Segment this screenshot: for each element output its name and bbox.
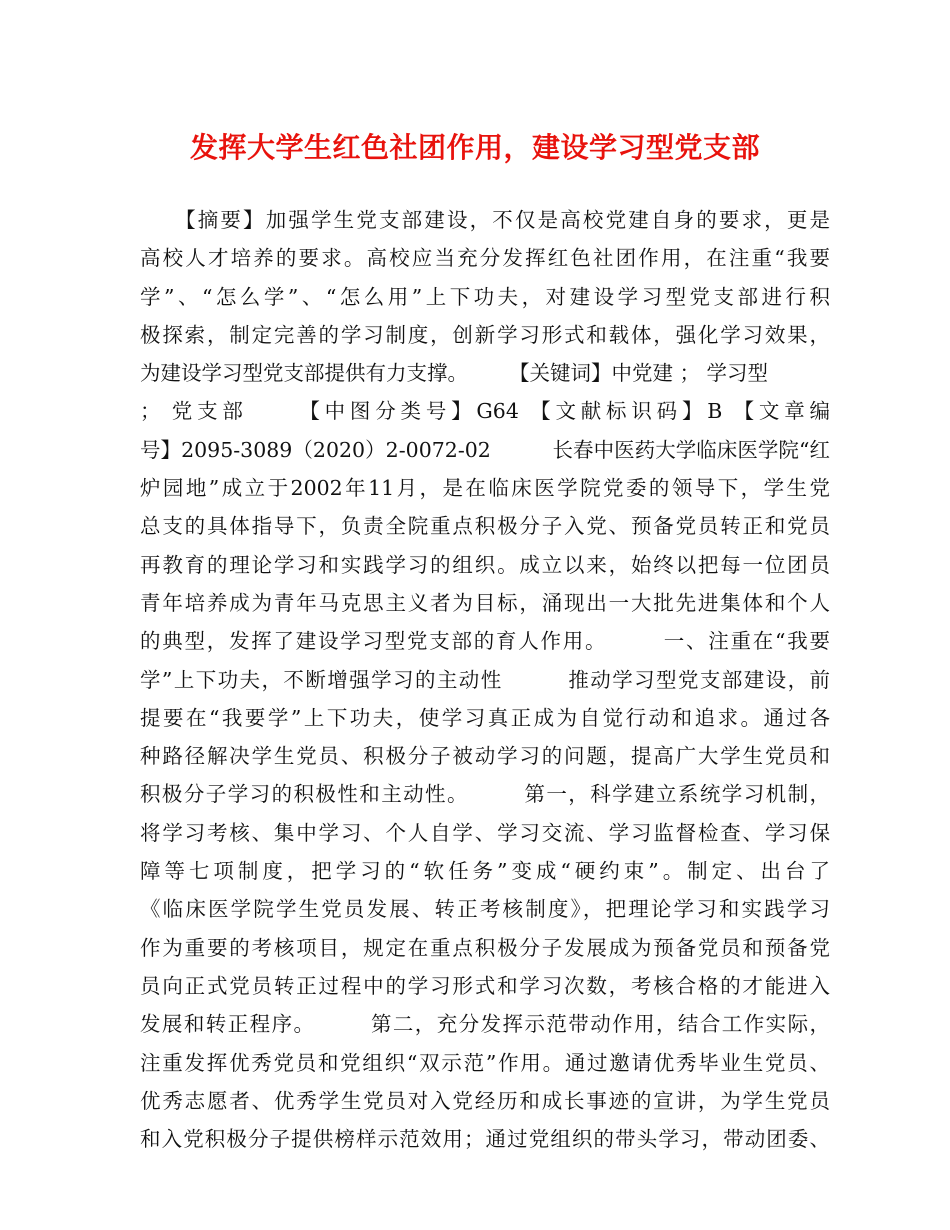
body-line: 极探索，制定完善的学习制度，创新学习形式和载体，强化学习效果，	[140, 322, 830, 347]
body-line: 和入党积极分子提供榜样示范效用；通过党组织的带头学习，带动团委、	[140, 1127, 830, 1152]
body-line: 种路径解决学生党员、积极分子被动学习的问题，提高广大学生党员和	[140, 744, 830, 769]
body-line: 《临床医学院学生党员发展、转正考核制度》，把理论学习和实践学习	[140, 897, 830, 922]
body-line: 号】2095-3089（2020）2-0072-02 长春中医药大学临床医学院“红	[140, 437, 830, 462]
body-line: 再教育的理论学习和实践学习的组织。成立以来，始终以把每一位团员	[140, 552, 830, 577]
body-line: 为建设学习型党支部提供有力支撑。 【关键词】中党建 ； 学习型	[140, 361, 769, 386]
body-line: 的典型，发挥了建设学习型党支部的育人作用。 一、注重在“我要	[140, 629, 830, 654]
body-line: 障等七项制度，把学习的“软任务”变成“硬约束”。制定、出台了	[140, 859, 830, 884]
body-line: 高校人才培养的要求。高校应当充分发挥红色社团作用，在注重“我要	[140, 246, 830, 271]
document-title: 发挥大学生红色社团作用，建设学习型党支部	[189, 131, 760, 164]
body-line: 将学习考核、集中学习、个人自学、学习交流、学习监督检查、学习保	[140, 820, 830, 845]
body-line: 总支的具体指导下，负责全院重点积极分子入党、预备党员转正和党员	[140, 514, 830, 539]
body-line: 青年培养成为青年马克思主义者为目标，涌现出一大批先进集体和个人	[140, 590, 830, 615]
body-line: 提要在“我要学”上下功夫，使学习真正成为自觉行动和追求。通过各	[140, 705, 830, 730]
document-body	[140, 201, 830, 1158]
body-line: 积极分子学习的积极性和主动性。 第一，科学建立系统学习机制，	[140, 782, 830, 807]
body-line: 【摘要】加强学生党支部建设，不仅是高校党建自身的要求，更是	[140, 208, 830, 232]
body-line: 作为重要的考核项目，规定在重点积极分子发展成为预备党员和预备党	[140, 935, 830, 960]
body-line: ； 党支部 【中图分类号】G64 【文献标识码】B 【文章编	[140, 399, 830, 424]
body-line: 炉园地”成立于2002年11月，是在临床医学院党委的领导下，学生党	[140, 476, 830, 501]
body-line: 注重发挥优秀党员和党组织“双示范”作用。通过邀请优秀毕业生党员、	[140, 1050, 830, 1075]
body-line: 优秀志愿者、优秀学生党员对入党经历和成长事迹的宣讲，为学生党员	[140, 1088, 830, 1113]
body-line: 员向正式党员转正过程中的学习形式和学习次数，考核合格的才能进入	[140, 973, 830, 998]
body-line: 学”上下功夫，不断增强学习的主动性 推动学习型党支部建设，前	[140, 667, 830, 692]
body-line: 发展和转正程序。 第二，充分发挥示范带动作用，结合工作实际，	[140, 1012, 830, 1037]
body-line: 学”、“怎么学”、“怎么用”上下功夫，对建设学习型党支部进行积	[140, 284, 830, 309]
